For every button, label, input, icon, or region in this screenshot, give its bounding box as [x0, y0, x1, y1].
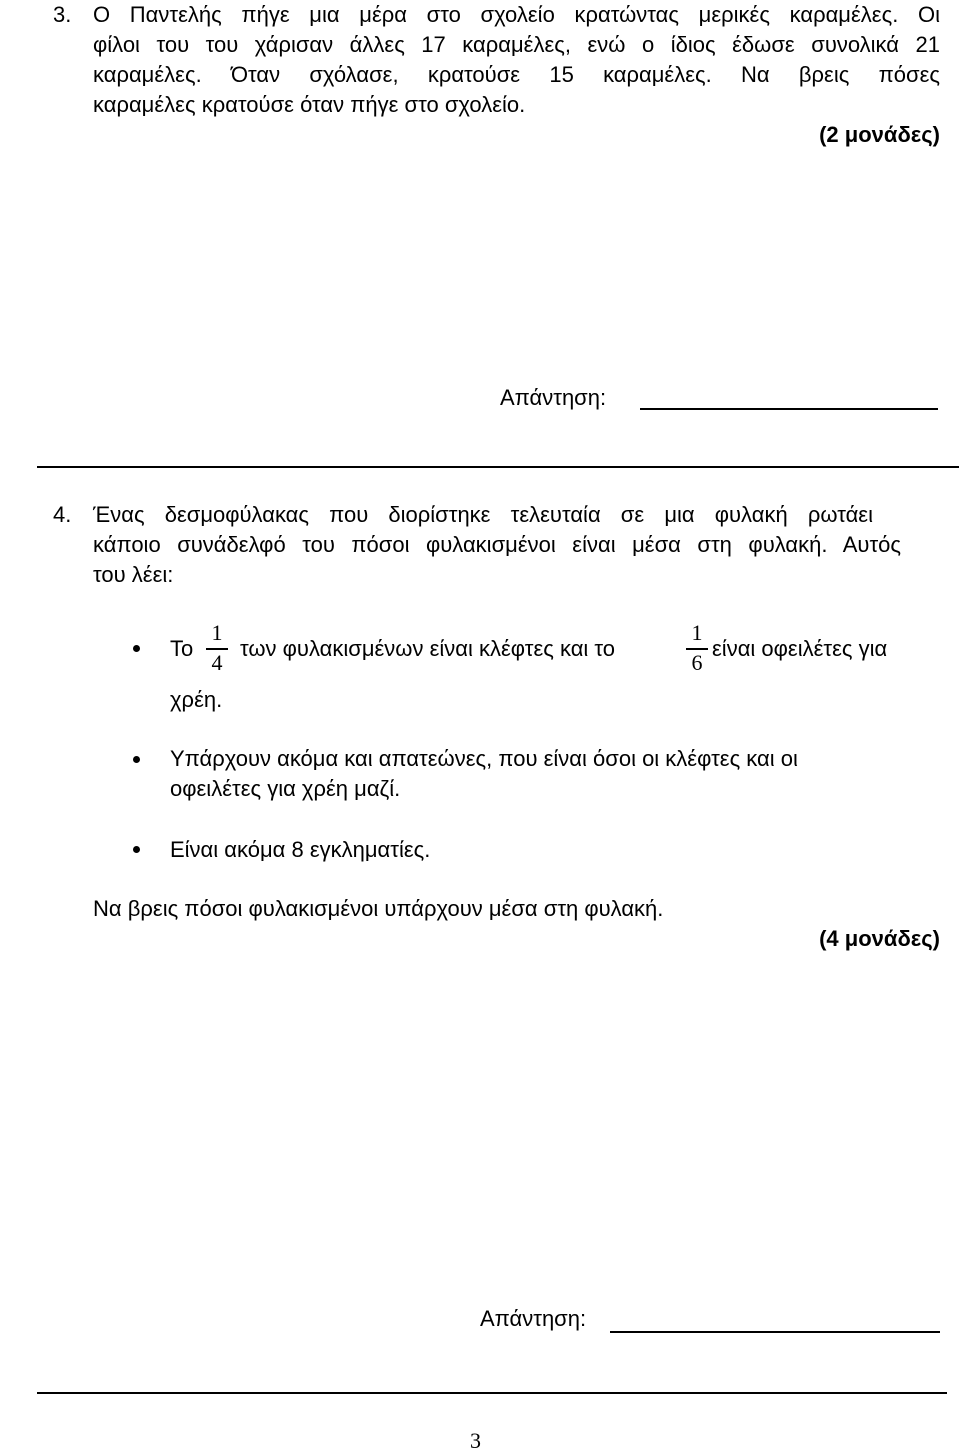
- q4-text-line-2: κάποιο συνάδελφό του πόσοι φυλακισμένοι είναι μέσα στη φυλακή. Αυτός: [93, 532, 901, 557]
- q3-text-line-4: καραμέλες κρατούσε όταν πήγε στο σχολείο.: [93, 92, 526, 117]
- q3-number: 3.: [53, 2, 72, 27]
- bullet-2-line-1: Υπάρχουν ακόμα και απατεώνες, που είναι όσοι οι κλέφτες και οι: [170, 746, 798, 771]
- q4-answer-label: Απάντηση:: [480, 1306, 587, 1331]
- bullet-3-text: Είναι ακόμα 8 εγκληματίες.: [170, 837, 431, 862]
- q3-answer-line[interactable]: [640, 408, 938, 410]
- q4-number: 4.: [53, 502, 72, 527]
- footer-divider: [37, 1392, 947, 1394]
- fraction-2-denominator: 6: [691, 649, 703, 675]
- bullet-3-dot: [133, 846, 140, 853]
- q4-points: (4 μονάδες): [819, 926, 940, 951]
- bullet-1-text-c: είναι οφειλέτες για: [712, 636, 888, 661]
- q4-question: Να βρεις πόσοι φυλακισμένοι υπάρχουν μέσα στη φυλακή.: [93, 896, 664, 921]
- fraction-one-sixth: [686, 622, 708, 674]
- bullet-1-text-b: των φυλακισμένων είναι κλέφτες και το: [240, 636, 616, 661]
- fraction-one-quarter: [206, 622, 228, 674]
- q4-text-line-1: Ένας δεσμοφύλακας που διορίστηκε τελευταία σε μια φυλακή ρωτάει: [93, 502, 873, 527]
- bullet-1-dot: [133, 645, 140, 652]
- fraction-1-numerator: 1: [211, 620, 223, 645]
- q4-text-line-3: του λέει:: [93, 562, 174, 587]
- bullet-1-text-a: Το: [170, 636, 194, 661]
- q3-text-line-3: καραμέλες. Όταν σχόλασε, κρατούσε 15 καραμέλες. Να βρεις πόσες: [93, 62, 940, 87]
- bullet-2-dot: [133, 756, 140, 763]
- page-number: 3: [470, 1428, 481, 1453]
- bullet-1-text-d: χρέη.: [170, 687, 223, 712]
- q3-points: (2 μονάδες): [819, 122, 940, 147]
- section-divider: [37, 466, 959, 468]
- q3-answer-label: Απάντηση:: [500, 385, 607, 410]
- q3-text-line-2: φίλοι του του χάρισαν άλλες 17 καραμέλες, ενώ ο ίδιος έδωσε συνολικά 21: [93, 32, 940, 57]
- q3-text-line-1: Ο Παντελής πήγε μια μέρα στο σχολείο κρατώντας μερικές καραμέλες. Οι: [93, 2, 940, 27]
- bullet-2-line-2: οφειλέτες για χρέη μαζί.: [170, 776, 401, 801]
- q4-answer-line[interactable]: [610, 1331, 940, 1333]
- fraction-1-denominator: 4: [211, 649, 223, 675]
- fraction-2-numerator: 1: [691, 620, 703, 645]
